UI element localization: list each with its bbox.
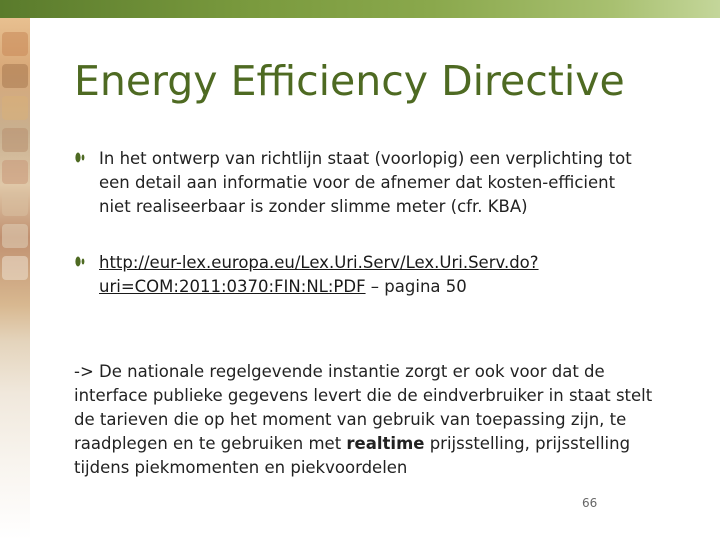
emphasis-realtime: realtime	[346, 434, 425, 453]
body-paragraph	[74, 360, 654, 480]
bullet-text: In het ontwerp van richtlijn staat (voorlopig) een verplichting tot een detail aan informatie voor de afnemer dat kosten-efficient niet realiseerbaar is zonder slimme meter (cfr. KBA)	[99, 149, 632, 216]
sidebar-photo-strip	[0, 18, 30, 540]
slide-title: Energy Efficiency Directive	[74, 57, 625, 105]
paragraph-text: -> De nationale regelgevende instantie zorgt er ook voor dat de interface publieke gegevens levert die de eindverbruiker in staat stelt de tarieven die op het moment van gebruik van toepassing zijn, te raadplegen en te gebruiken met	[74, 362, 653, 453]
photo-tile	[2, 160, 28, 184]
bullet-item	[99, 251, 639, 299]
photo-tile	[2, 32, 28, 56]
eur-lex-link[interactable]: http://eur-lex.europa.eu/Lex.Uri.Serv/Lex.Uri.Serv.do?uri=COM:2011:0370:FIN:NL:PDF	[99, 253, 539, 296]
photo-tile	[2, 224, 28, 248]
photo-tile	[2, 96, 28, 120]
bullet-mark-icon	[74, 254, 86, 268]
page-number: 66	[582, 496, 598, 510]
photo-tile	[2, 128, 28, 152]
photo-tile	[2, 64, 28, 88]
page-reference: – pagina 50	[365, 277, 467, 296]
photo-tile	[2, 256, 28, 280]
bullet-item	[99, 147, 639, 219]
photo-tile	[2, 192, 28, 216]
header-accent-bar	[0, 0, 720, 18]
paragraph-text-end: prijsstelling, prijsstelling tijdens piekmomenten en piekvoordelen	[74, 434, 631, 477]
bullet-mark-icon	[74, 150, 86, 164]
